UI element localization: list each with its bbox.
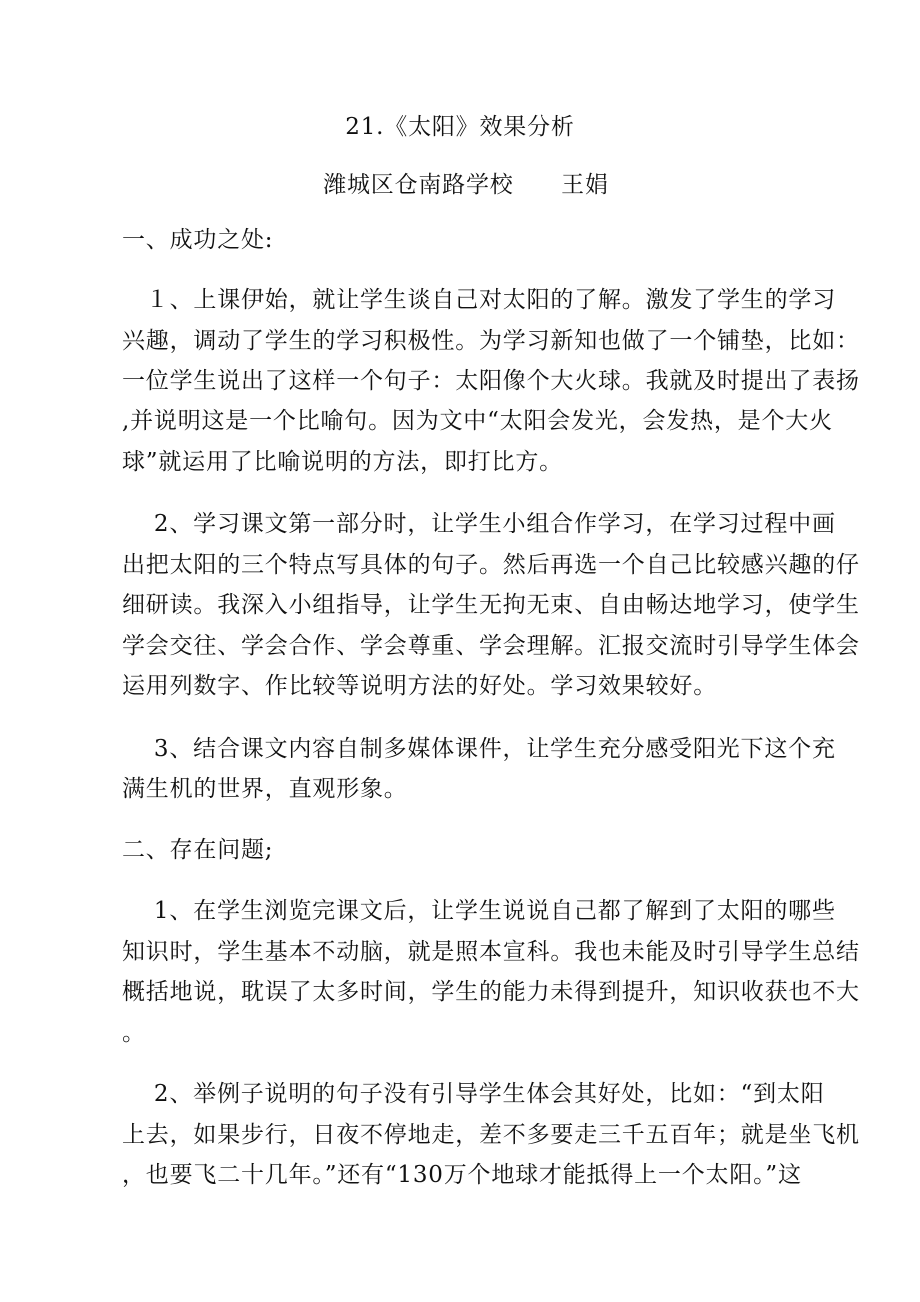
text-line: ,并说明这是一个比喻句。因为文中“太阳会发光，会发热，是个大火 bbox=[122, 408, 833, 434]
text-line: 上去，如果步行，日夜不停地走，差不多要走三千五百年；就是坐飞机 bbox=[122, 1122, 860, 1148]
section-heading: 二、存在问题; bbox=[122, 837, 274, 863]
text-line: 概括地说，耽误了太多时间，学生的能力未得到提升，知识收获也不大 bbox=[122, 979, 860, 1005]
text-line: 知识时，学生基本不动脑，就是照本宣科。我也未能及时引导学生总结 bbox=[122, 939, 860, 965]
text-line: １、上课伊始，就让学生谈自己对太阳的了解。激发了学生的学习 bbox=[122, 287, 836, 313]
text-line: ，也要飞二十几年。”还有“130万个地球才能抵得上一个太阳。”这 bbox=[122, 1162, 802, 1188]
text-line: 2、学习课文第一部分时，让学生小组合作学习，在学习过程中画 bbox=[122, 511, 836, 537]
author-line: 潍城区仓南路学校 王娟 bbox=[323, 172, 609, 198]
text-line: 2、举例子说明的句子没有引导学生体会其好处，比如：“到太阳 bbox=[122, 1081, 825, 1107]
text-line: 满生机的世界，直观形象。 bbox=[122, 776, 408, 802]
text-line: 出把太阳的三个特点写具体的句子。然后再选一个自己比较感兴趣的仔 bbox=[122, 552, 860, 578]
text-line: 。 bbox=[122, 1020, 146, 1046]
text-line: 运用列数字、作比较等说明方法的好处。学习效果较好。 bbox=[122, 673, 717, 699]
text-line: 细研读。我深入小组指导，让学生无拘无束、自由畅达地学习，使学生 bbox=[122, 592, 860, 618]
text-line: 学会交往、学会合作、学会尊重、学会理解。汇报交流时引导学生体会 bbox=[122, 633, 860, 659]
text-line: 3、结合课文内容自制多媒体课件，让学生充分感受阳光下这个充 bbox=[122, 736, 836, 762]
text-line: 1、在学生浏览完课文后，让学生说说自己都了解到了太阳的哪些 bbox=[122, 898, 836, 924]
section-heading: 一、成功之处: bbox=[122, 227, 274, 253]
text-line: 一位学生说出了这样一个句子：太阳像个大火球。我就及时提出了表扬 bbox=[122, 368, 860, 394]
document-title: 21.《太阳》效果分析 bbox=[345, 114, 575, 140]
text-line: 兴趣，调动了学生的学习积极性。为学习新知也做了一个铺垫，比如： bbox=[122, 328, 860, 354]
text-line: 球”就运用了比喻说明的方法，即打比方。 bbox=[122, 449, 563, 475]
